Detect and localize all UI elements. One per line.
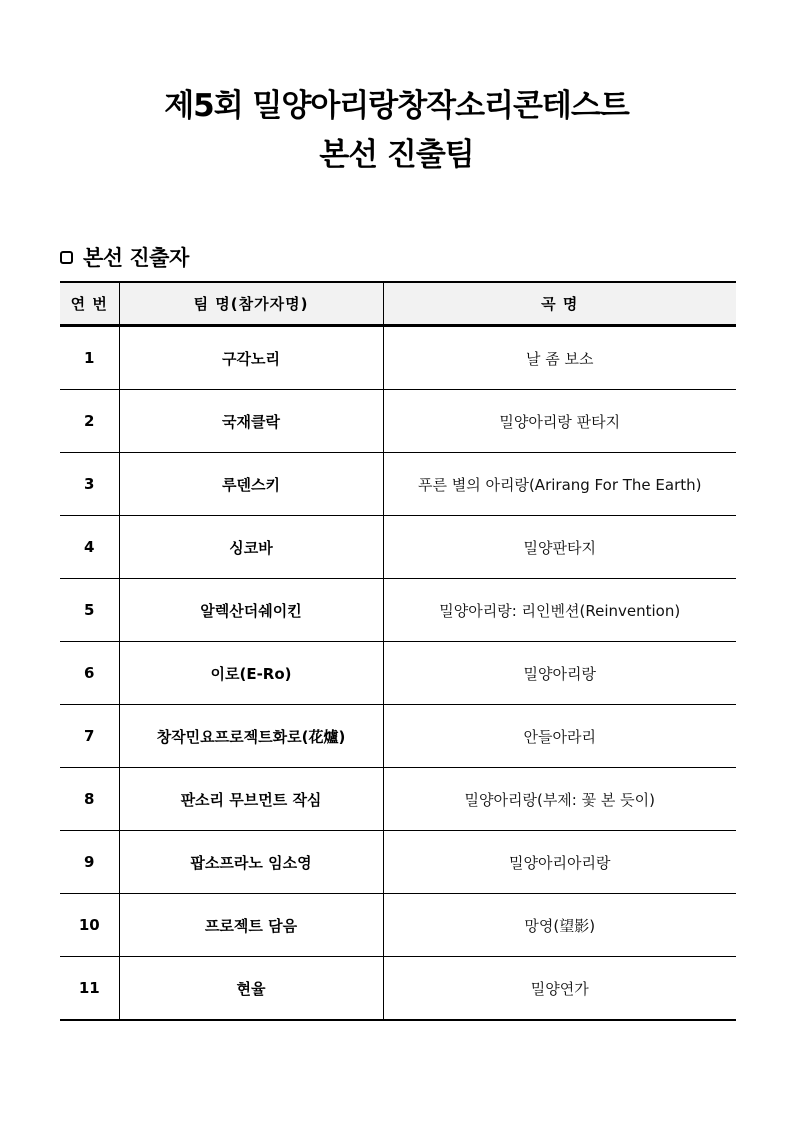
document-title: 제5회 밀양아리랑창작소리콘테스트 <box>164 88 629 124</box>
row-team: 창작민요프로젝트화로(花爐) <box>119 705 383 768</box>
square-bullet-icon <box>60 251 73 264</box>
table-row <box>60 642 736 705</box>
header-song: 곡 명 <box>383 282 736 326</box>
row-song: 푸른 별의 아리랑(Arirang For The Earth) <box>383 453 736 516</box>
table-row <box>60 326 736 390</box>
section-heading-label: 본선 진출자 <box>83 246 189 270</box>
table-row <box>60 453 736 516</box>
table-row <box>60 957 736 1021</box>
row-song: 밀양연가 <box>383 957 736 1021</box>
header-team: 팀 명(참가자명) <box>119 282 383 326</box>
row-number: 9 <box>60 831 119 894</box>
row-number: 2 <box>60 390 119 453</box>
table-row <box>60 390 736 453</box>
row-team: 루덴스키 <box>119 453 383 516</box>
table-row <box>60 579 736 642</box>
row-song: 밀양아리랑 <box>383 642 736 705</box>
row-number: 6 <box>60 642 119 705</box>
row-song: 밀양판타지 <box>383 516 736 579</box>
row-number: 3 <box>60 453 119 516</box>
row-number: 5 <box>60 579 119 642</box>
section-heading <box>60 242 189 272</box>
document-subtitle: 본선 진출팀 <box>319 137 474 173</box>
table-row <box>60 831 736 894</box>
table-row <box>60 516 736 579</box>
table-header-row <box>60 282 736 326</box>
row-team: 알렉산더쉐이킨 <box>119 579 383 642</box>
row-number: 10 <box>60 894 119 957</box>
row-team: 현율 <box>119 957 383 1021</box>
table-row <box>60 894 736 957</box>
finalists-table <box>60 281 736 1021</box>
row-song: 밀양아리랑 판타지 <box>383 390 736 453</box>
row-song: 밀양아리아리랑 <box>383 831 736 894</box>
row-number: 8 <box>60 768 119 831</box>
row-number: 7 <box>60 705 119 768</box>
row-number: 11 <box>60 957 119 1021</box>
row-song: 날 좀 보소 <box>383 326 736 390</box>
header-number: 연 번 <box>60 282 119 326</box>
row-number: 1 <box>60 326 119 390</box>
row-team: 싱코바 <box>119 516 383 579</box>
row-number: 4 <box>60 516 119 579</box>
row-team: 구각노리 <box>119 326 383 390</box>
row-song: 밀양아리랑(부제: 꽃 본 듯이) <box>383 768 736 831</box>
row-team: 팝소프라노 임소영 <box>119 831 383 894</box>
table-row <box>60 768 736 831</box>
row-team: 프로젝트 담음 <box>119 894 383 957</box>
row-song: 밀양아리랑: 리인벤션(Reinvention) <box>383 579 736 642</box>
row-song: 안들아라리 <box>383 705 736 768</box>
row-team: 이로(E-Ro) <box>119 642 383 705</box>
table-row <box>60 705 736 768</box>
row-team: 국재클락 <box>119 390 383 453</box>
row-team: 판소리 무브먼트 작심 <box>119 768 383 831</box>
row-song: 망영(望影) <box>383 894 736 957</box>
